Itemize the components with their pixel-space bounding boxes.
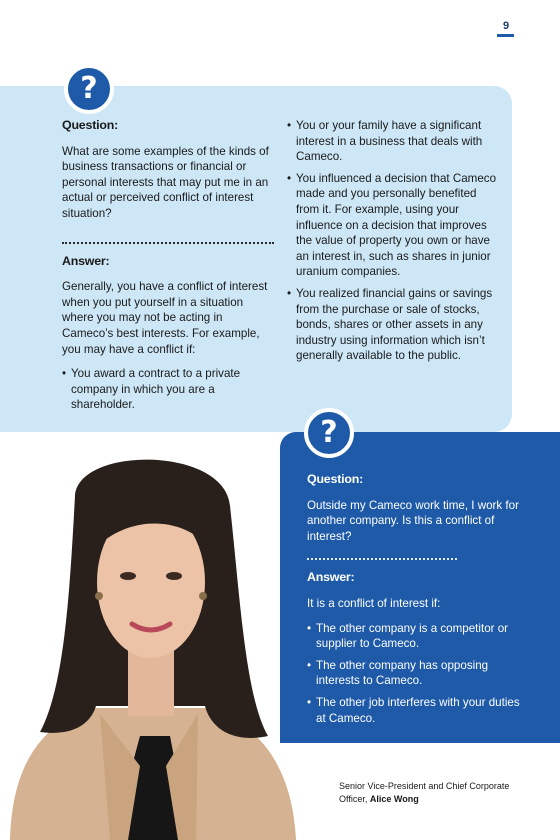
question-heading: Question:	[62, 118, 119, 132]
answer-list-left	[62, 366, 274, 413]
question-text: Outside my Cameco work time, I work for another company. Is this a conflict of interest?	[307, 498, 519, 543]
page-number: 9	[502, 20, 510, 32]
list-item: • You award a contract to a private company in which you are a shareholder.	[62, 366, 274, 413]
question-mark-icon: ?	[304, 408, 354, 458]
question-heading: Question:	[307, 472, 364, 486]
question-text: What are some examples of the kinds of business transactions or financial or personal interests that may put me in an actual or perceived conflict of interest situation?	[62, 144, 269, 220]
top-left-column	[62, 118, 274, 419]
list-item: • You realized financial gains or savings from the purchase or sale of stocks, bonds, shares or other assets in any industry using information which isn’t generally available to the public.	[287, 286, 497, 364]
question-mark-icon: ?	[64, 64, 114, 114]
top-right-column	[287, 118, 497, 370]
bottom-column	[307, 472, 527, 732]
answer-list	[307, 621, 527, 727]
caption-name: Alice Wong	[369, 794, 419, 804]
list-item: • The other company has opposing interests to Cameco.	[307, 658, 527, 689]
list-item: • The other job interferes with your duties at Cameco.	[307, 695, 527, 726]
answer-list-right	[287, 118, 497, 364]
caption-title: Senior Vice-President and Chief Corporate Officer,	[339, 781, 510, 804]
answer-intro: It is a conflict of interest if:	[307, 596, 441, 610]
answer-heading: Answer:	[62, 253, 110, 268]
list-item: • The other company is a competitor or supplier to Cameco.	[307, 621, 527, 652]
dotted-divider	[307, 558, 457, 560]
list-item: • You or your family have a significant interest in a business that deals with Cameco.	[287, 118, 497, 165]
answer-heading: Answer:	[307, 570, 355, 585]
dotted-divider	[62, 242, 274, 244]
portrait-photo	[0, 436, 300, 840]
page-number-underline	[497, 34, 514, 37]
photo-caption	[339, 780, 539, 806]
answer-intro: Generally, you have a conflict of interest when you put yourself in a situation where you may not be acting in Cameco’s best interests. For example, you may have a conflict if:	[62, 280, 268, 356]
list-item: • You influenced a decision that Cameco made and you personally benefited from it. For example, using your influence on a decision that improves the value of property you own or have an interest in, such as shares in junior uranium companies.	[287, 171, 497, 280]
